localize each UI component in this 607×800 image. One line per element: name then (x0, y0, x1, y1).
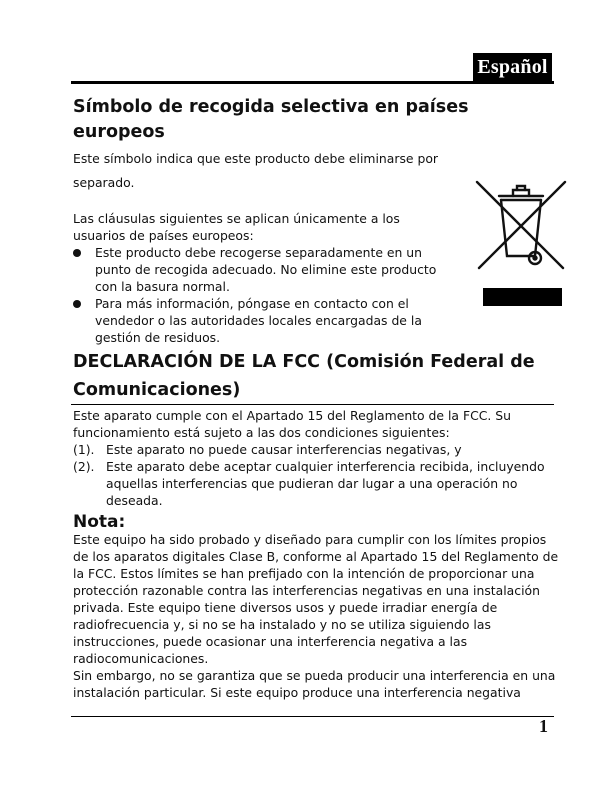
fcc-conditions-list (73, 441, 563, 509)
page-number: 1 (539, 716, 548, 736)
crossed-out-wheelie-bin-icon (471, 174, 571, 274)
list-item-text: Este producto debe recogerse separadamente en un punto de recogida adecuado. No elimine este producto con la basura normal. (95, 245, 437, 294)
footer-rule (71, 716, 554, 717)
note-heading: Nota: (73, 512, 126, 532)
weee-bullet-list (73, 244, 443, 346)
list-item-number: (1). (73, 442, 95, 457)
weee-clauses-paragraph: Las cláusulas siguientes se aplican únicamente a los usuarios de países europeos: (73, 211, 400, 243)
header-rule (71, 81, 554, 84)
fcc-paragraph: Este aparato cumple con el Apartado 15 del Reglamento de la FCC. Su funcionamiento está sujeto a las dos condiciones siguientes: (73, 408, 511, 440)
list-item (73, 458, 563, 509)
note-paragraph: Sin embargo, no se garantiza que se pueda producir una interferencia en una instalación particular. Si este equipo produce una interferencia negativa (73, 668, 556, 700)
weee-intro-paragraph: Este símbolo indica que este producto debe eliminarse por separado. (73, 151, 439, 190)
list-item (73, 244, 443, 295)
list-item (73, 441, 563, 458)
weee-underline-bar (483, 288, 562, 306)
note-paragraph: Este equipo ha sido probado y diseñado para cumplir con los límites propios de los aparatos digitales Clase B, conforme al Apartado 15 del Reglamento de la FCC. Estos límites se han prefijado con la intención de proporcionar una protección razonable contra las interferencias negativas en una instalación privada. Este equipo tiene diversos usos y puede irradiar energía de radiofrecuencia y, si no se ha instalado y no se utiliza siguiendo las instrucciones, puede ocasionar una interferencia negativa a las radiocomunicaciones. (73, 532, 559, 666)
list-item (73, 295, 443, 346)
list-item-text: Para más información, póngase en contacto con el vendedor o las autoridades locales encargadas de la gestión de residuos. (95, 296, 422, 345)
section-rule (71, 404, 554, 405)
list-item-text: Este aparato no puede causar interferencias negativas, y (106, 442, 462, 457)
section-title-weee: Símbolo de recogida selectiva en países europeos (73, 97, 469, 142)
list-item-number: (2). (73, 459, 95, 474)
bullet-icon (73, 249, 81, 257)
note-body (73, 531, 563, 701)
section-title-fcc: DECLARACIÓN DE LA FCC (Comisión Federal de Comunicaciones) (73, 352, 535, 400)
bullet-icon (73, 300, 81, 308)
list-item-text: Este aparato debe aceptar cualquier interferencia recibida, incluyendo aquellas interferencias que pudieran dar lugar a una operación no deseada. (106, 459, 545, 508)
language-badge: Español (473, 53, 552, 81)
